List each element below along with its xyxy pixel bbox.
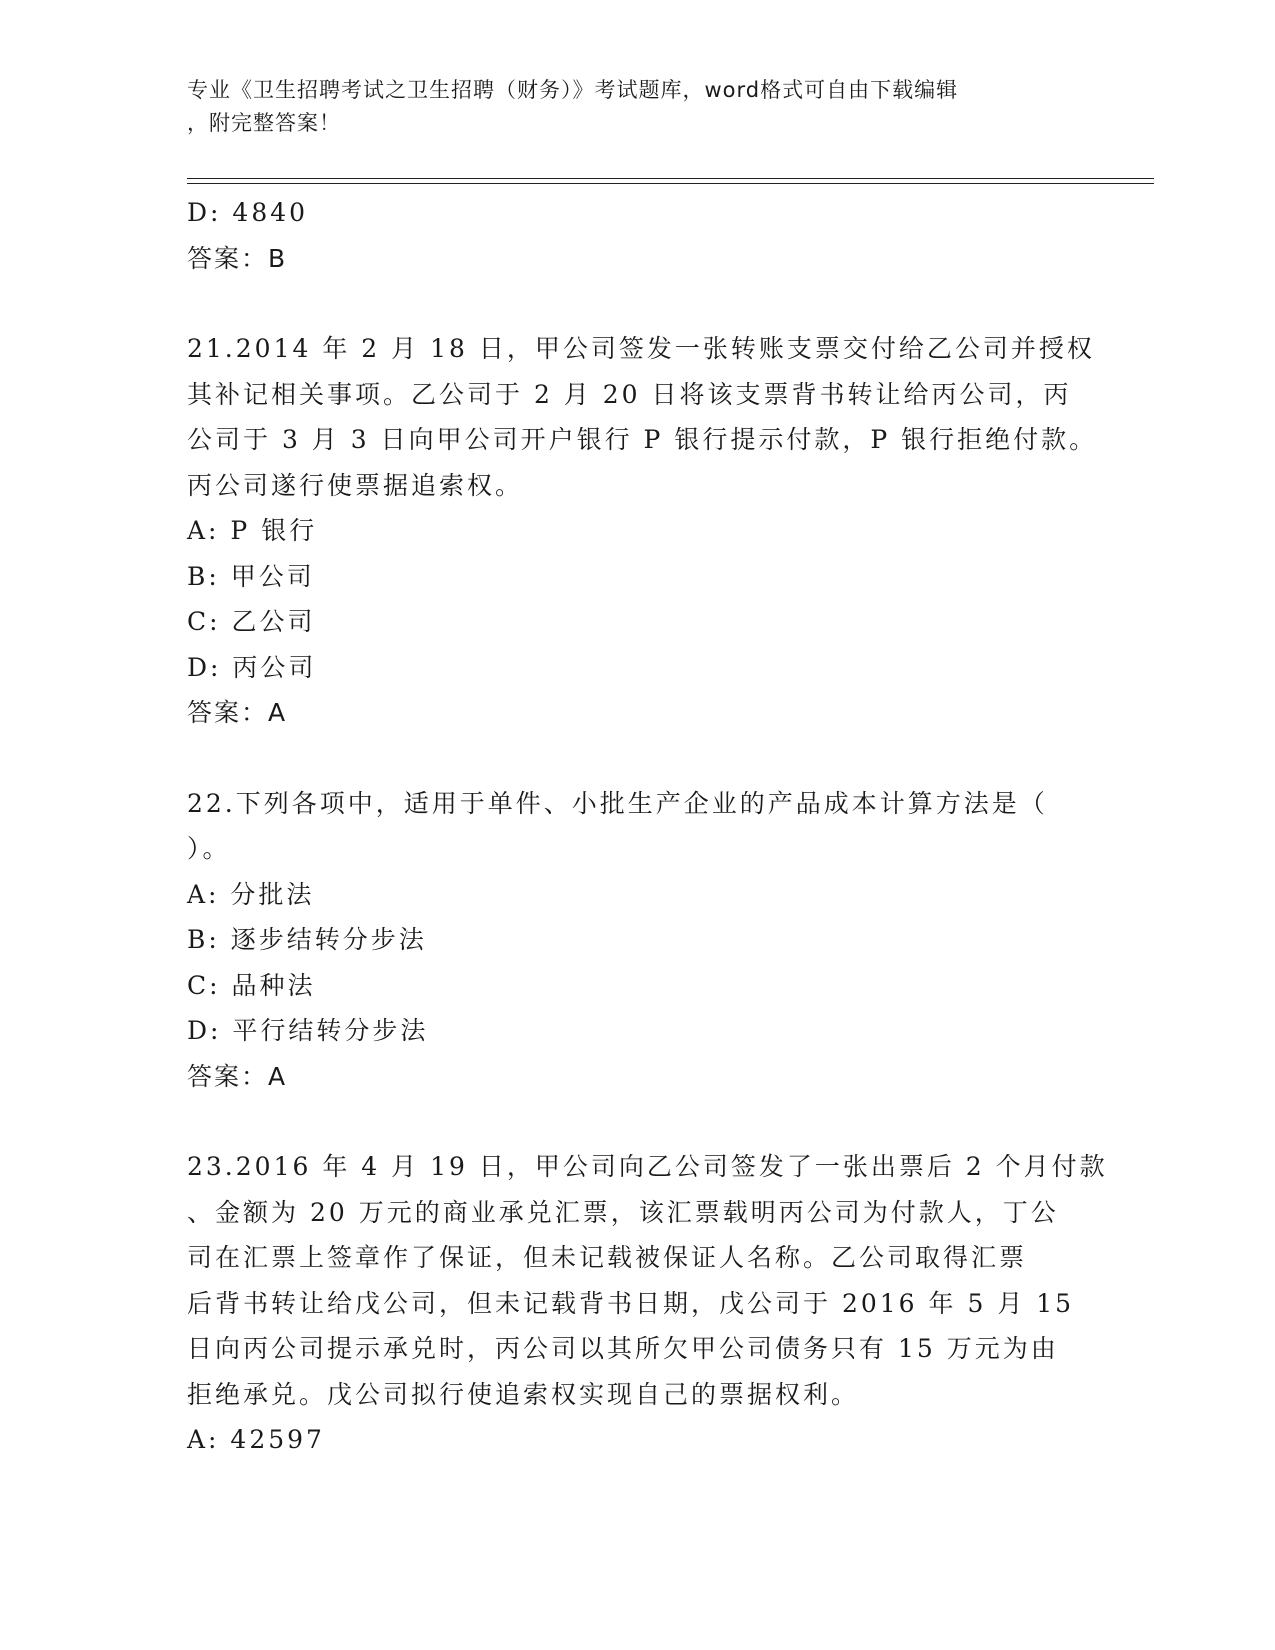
option-c: C: 品种法 (187, 970, 316, 1000)
option-a: A: 分批法 (187, 879, 315, 909)
question-text-line: 拒绝承兑。戊公司拟行使追索权实现自己的票据权利。 (187, 1379, 860, 1409)
question-text-line: 日向丙公司提示承兑时，丙公司以其所欠甲公司债务只有 15 万元为由 (187, 1334, 1059, 1363)
question-text-line: 丙公司遂行使票据追索权。 (187, 470, 524, 500)
question-text-line: 司在汇票上签章作了保证，但未记载被保证人名称。乙公司取得汇票 (187, 1243, 1028, 1272)
header-rule-bottom (187, 183, 1154, 184)
question-20-tail (187, 190, 1087, 281)
question-text-line: 后背书转让给戊公司，但未记载背书日期，戊公司于 2016 年 5 月 15 (187, 1288, 1075, 1318)
option-b: B: 甲公司 (187, 561, 315, 591)
document-header (187, 74, 1067, 140)
question-text-line: 22.下列各项中，适用于单件、小批生产企业的产品成本计算方法是（ (187, 788, 1048, 818)
header-line-2: ，附完整答案！ (187, 111, 341, 135)
question-23 (187, 1144, 1108, 1463)
question-22 (187, 781, 1087, 1100)
answer-label: 答案：A (187, 1061, 288, 1091)
answer-label: 答案：B (187, 243, 288, 273)
option-d: D: 平行结转分步法 (187, 1016, 429, 1045)
header-rule-top (187, 178, 1154, 179)
question-text-line: 21.2014 年 2 月 18 日，甲公司签发一张转账支票交付给乙公司并授权 (187, 334, 1095, 363)
option-b: B: 逐步结转分步法 (187, 925, 427, 954)
option-d: D: 丙公司 (187, 652, 317, 682)
option-a: A: P 银行 (187, 516, 318, 545)
option-c: C: 乙公司 (187, 607, 316, 636)
answer-label: 答案：A (187, 698, 288, 727)
question-text-line: 其补记相关事项。乙公司于 2 月 20 日将该支票背书转让给丙公司，丙 (187, 379, 1072, 409)
document-body (187, 190, 1108, 1463)
question-text-line: ）。 (187, 834, 231, 863)
option-d: D: 4840 (187, 198, 309, 227)
question-text-line: 、金额为 20 万元的商业承兑汇票，该汇票载明丙公司为付款人，丁公 (187, 1197, 1059, 1227)
question-text-line: 23.2016 年 4 月 19 日，甲公司向乙公司签发了一张出票后 2 个月付款 (187, 1152, 1108, 1181)
option-a: A: 42597 (187, 1425, 325, 1454)
header-line-1: 专业《卫生招聘考试之卫生招聘（财务）》考试题库，word格式可自由下载编辑 (187, 78, 959, 102)
question-text-line: 公司于 3 月 3 日向甲公司开户银行 P 银行提示付款，P 银行拒绝付款。 (187, 425, 1098, 454)
question-21 (187, 326, 1098, 736)
